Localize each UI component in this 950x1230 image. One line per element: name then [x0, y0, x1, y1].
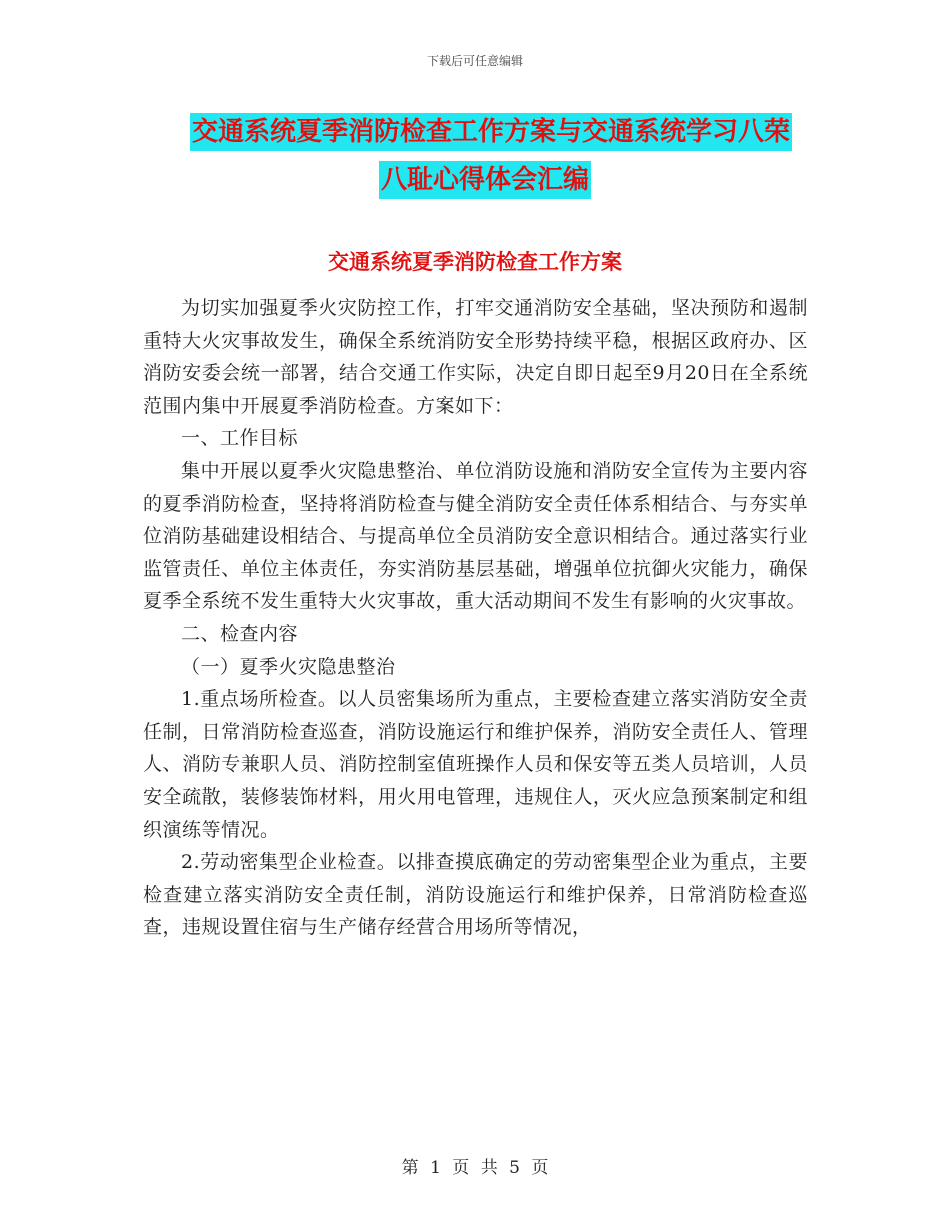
document-title [190, 108, 810, 204]
paragraph-labor-intensive: 2.劳动密集型企业检查。以排查摸底确定的劳动密集型企业为重点，主要检查建立落实消防安全责任制，消防设施运行和维护保养，日常消防检查巡查，违规设置住宿与生产储存经营合用场所等情况， [143, 851, 808, 939]
header-note: 下载后可任意编辑 [426, 54, 523, 68]
paragraph-key-places: 1.重点场所检查。以人员密集场所为重点，主要检查建立落实消防安全责任制，日常消防检查巡查，消防设施运行和维护保养，消防安全责任人、管理人、消防专兼职人员、消防控制室值班操作人员和保安等五类人员培训，人员安全疏散，装修装饰材料，用火用电管理，违规住人，灭火应急预案制定和组织演练等情况。 [143, 688, 808, 841]
paragraph-intro: 为切实加强夏季火灾防控工作，打牢交通消防安全基础，坚决预防和遏制重特大火灾事故发生，确保全系统消防安全形势持续平稳，根据区政府办、区消防安委会统一部署，结合交通工作实际，决定自即日起至9月20日在全系统范围内集中开展夏季消防检查。方案如下： [143, 297, 808, 417]
heading-work-goal: 一、工作目标 [181, 427, 299, 450]
document-title-line1: 交通系统夏季消防检查工作方案与交通系统学习八荣 [190, 113, 792, 151]
heading-inspection-content: 二、检查内容 [181, 622, 299, 645]
document-title-line2: 八耻心得体会汇编 [379, 161, 591, 199]
subheading-summer-hazard: （一）夏季火灾隐患整治 [181, 655, 396, 678]
section-title: 交通系统夏季消防检查工作方案 [328, 250, 622, 274]
page-number-footer: 第 1 页 共 5 页 [401, 1158, 549, 1178]
document-body [143, 292, 808, 944]
paragraph-work-goal: 集中开展以夏季火灾隐患整治、单位消防设施和消防安全宣传为主要内容的夏季消防检查，坚持将消防检查与健全消防安全责任体系相结合、与夯实单位消防基础建设相结合、与提高单位全员消防安全意识相结合。通过落实行业监管责任、单位主体责任，夯实消防基层基础，增强单位抗御火灾能力，确保夏季全系统不发生重特大火灾事故，重大活动期间不发生有影响的火灾事故。 [143, 459, 808, 613]
